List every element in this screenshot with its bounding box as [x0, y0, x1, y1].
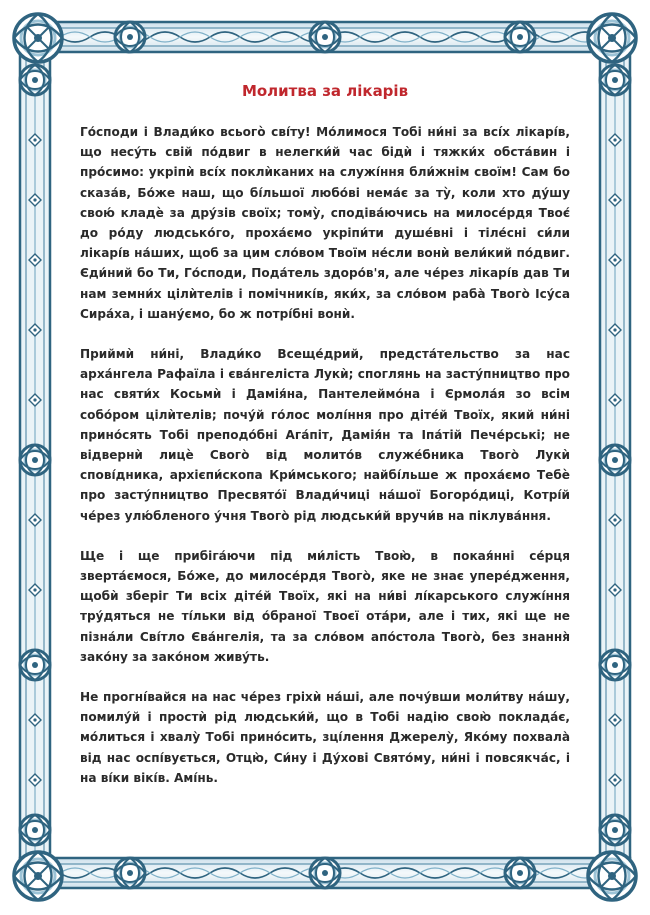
page-title: Молитва за лікарів: [241, 82, 409, 100]
paragraph-2: Приймѝ ни́ні, Влади́ко Всеще́дрий, предста́тельство за нас арха́нгела Рафаїла і єва́нгеліста Лукѝ; споглянь на засту́пництво про нас святи́х Косьмѝ і Дамія́на, Пантелеймо́на і Єрмола́я зо всім собо́ром цілѝтелів; почу́й го́лос молі́ння про діте́й Твоїх, який ни́ні прино́сять Тобі преподо́бні Ага́піт, Дамія́н та Іпа́тій Пече́рські; не відвернѝ лицѐ Свого̀ від молито́в служе́бника Твого̀ Лукѝ спові́дника, архієпи́скопа Кри́мського; найбі́льше ж проха́ємо Тебѐ про засту́пництво Пресвято́ї Влади́чиці на́шої Богоро́диці, Котрі́й че́рез улю́бленого у́чня Твого̀ рід людськи́й вручи́в на піклува́ння.: [80, 347, 570, 523]
paragraph-4: Не прогнíвайся на нас че́рез гріхѝ на́ші, але почу́вши моли́тву на́шу, помилу́й і простѝ рід людськи́й, що в Тобі надію свою̀ поклада́є, мо́литься і хвалу̀ Тобі прино́сить, зці́лення Джерелу̀, Яко́му похвала̀ від нас оспі́вується, Отцю̀, Си́ну і Ду́хові Свято́му, ни́ні і повсякча́с, і на ві́ки вікі́в. Амі́нь.: [80, 690, 570, 785]
paragraph-1: Го́споди і Влади́ко всьогò сві́ту! Мо́лимося Тобі ни́ні за всíх лікарі́в, що несу́ть свій по́двиг в нелегки́й час бідѝ і тяжки́х обста́вин і про́симо: укріпѝ всíх поклѝканих на служі́ння бли́жнім своїм! Сам бо сказа́в, Бо́же наш, що бі́льшої любо́ві нема́є за тỳ, коли хто ду́шу свою́ кладѐ за дру́зів своїх; томỳ, сподіва́ючись на милосе́рдя Твоє́ до ро́ду людсько́го, проха́ємо укріпи́ти душе́вні і тіле́сні си́ли лікарі́в на́ших, щоб за цим сло́вом Твоїм не́сли вонѝ вели́кий по́двиг. Єди́ний бо Ти, Го́споди, Пода́тель здоро́в'я, але че́рез лікарі́в дав Ти нам земни́х цілѝтелів і помічникі́в, яки́х, за сло́вом раба̀ Твого̀ Ісу́са Сира́ха, і шану́ємо, бо ж потрі́бні вонѝ.: [80, 125, 570, 321]
paragraph-3: Ще і ще прибіга́ючи під ми́лість Твою̀, в покая́нні се́рця зверта́ємося, Бо́же, до милосе́рдя Твого̀, яке не знає упере́дження, щобѝ зберіг Ти всіх діте́й Твоїх, які на ни́ві лі́карського служі́ння тру́дяться не ті́льки від о́браної Твоєї ота́ри, але і тих, які ще не пізна́ли Сві́тло Єва́нгелія, та за сло́вом апо́стола Твого̀, без знання̀ зако́ну за зако́ном живу́ть.: [80, 548, 570, 664]
document-body: [80, 76, 570, 808]
